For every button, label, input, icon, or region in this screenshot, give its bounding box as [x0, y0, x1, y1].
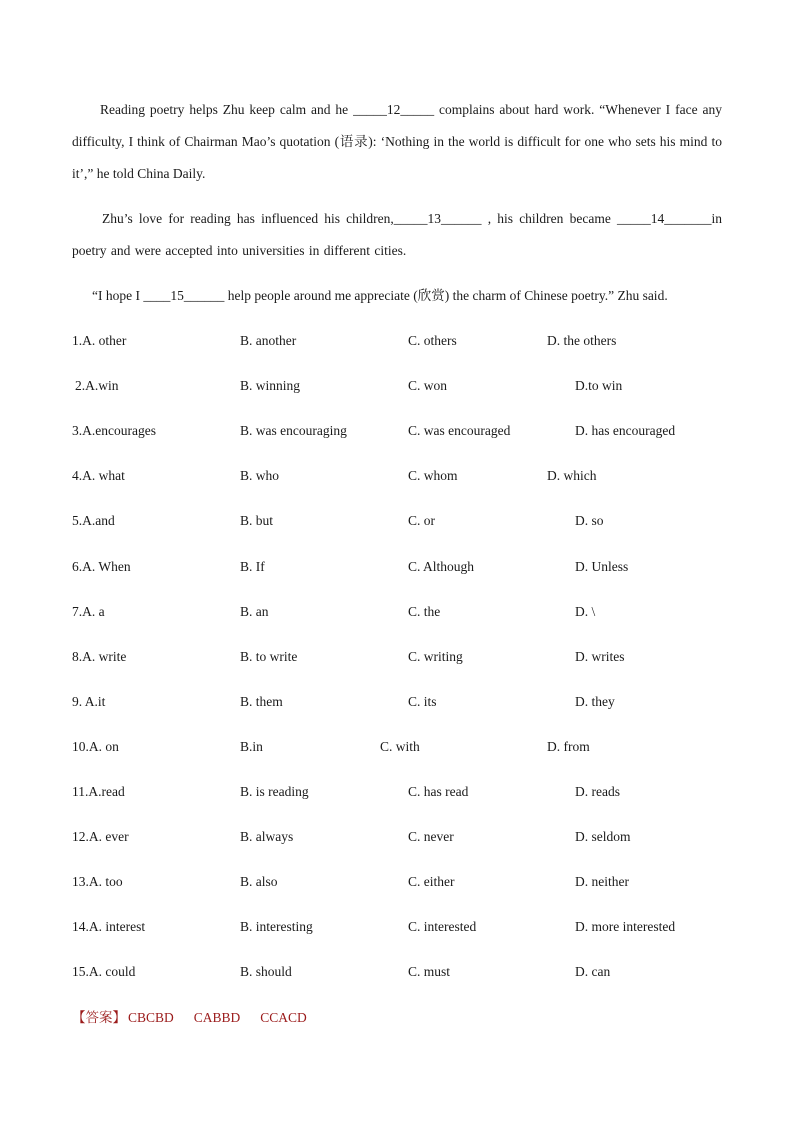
question-12-option-a: 12.A. ever [72, 829, 129, 844]
question-15-option-a: 15.A. could [72, 964, 136, 979]
question-3-option-c: C. was encouraged [408, 423, 511, 438]
question-15-option-b: B. should [240, 964, 292, 979]
question-4-option-d: D. which [547, 468, 597, 483]
question-8-option-a: 8.A. write [72, 649, 127, 664]
question-5-option-b: B. but [240, 513, 274, 528]
question-2-option-c: C. won [408, 378, 448, 393]
passage-paragraph-1: Reading poetry helps Zhu keep calm and he _____12_____ complains about hard work. “Whenever I face any difficulty, I think of Chairman Mao’s quotation (语录): ‘Nothing in the world is difficult for one who sets his mind to it’,” he told China Daily. [72, 102, 722, 181]
passage-paragraph-3: “I hope I ____15______ help people around me appreciate (欣赏) the charm of Chinese poetry.” Zhu said. [92, 288, 668, 303]
question-3-option-b: B. was encouraging [240, 423, 347, 438]
question-2-option-a: 2.A.win [75, 378, 119, 393]
question-9-option-d: D. they [575, 694, 615, 709]
question-10-option-b: B.in [240, 739, 263, 754]
answer-tag: 【答案】 [72, 1010, 126, 1025]
question-13-option-b: B. also [240, 874, 278, 889]
question-3-option-d: D. has encouraged [575, 423, 676, 438]
question-14-option-c: C. interested [408, 919, 477, 934]
question-5-option-d: D. so [575, 513, 604, 528]
question-15-option-d: D. can [575, 964, 611, 979]
question-9-option-c: C. its [408, 694, 437, 709]
passage-paragraph-2: Zhu’s love for reading has influenced his children,_____13______ , his children became _____14_______in poetry and were accepted into universities in different cities. [72, 211, 722, 258]
question-6-option-c: C. Although [408, 559, 475, 574]
question-15-option-c: C. must [408, 964, 451, 979]
question-11-option-a: 11.A.read [72, 784, 125, 799]
question-11-option-c: C. has read [408, 784, 469, 799]
question-7-option-d: D. \ [575, 604, 596, 619]
answer-key [72, 1008, 327, 1028]
question-7-option-c: C. the [408, 604, 441, 619]
question-6-option-a: 6.A. When [72, 559, 131, 574]
question-4-option-c: C. whom [408, 468, 458, 483]
question-2-option-b: B. winning [240, 378, 301, 393]
question-9-option-b: B. them [240, 694, 283, 709]
question-12-option-d: D. seldom [575, 829, 631, 844]
question-7-option-b: B. an [240, 604, 269, 619]
question-1-option-d: D. the others [547, 333, 617, 348]
question-10-option-a: 10.A. on [72, 739, 119, 754]
question-10-option-d: D. from [547, 739, 590, 754]
question-4-option-b: B. who [240, 468, 280, 483]
question-5-option-c: C. or [408, 513, 435, 528]
question-11-option-d: D. reads [575, 784, 620, 799]
question-13-option-c: C. either [408, 874, 455, 889]
question-3-option-a: 3.A.encourages [72, 423, 156, 438]
question-8-option-d: D. writes [575, 649, 625, 664]
question-12-option-b: B. always [240, 829, 294, 844]
answer-group-3: CCACD [260, 1010, 307, 1025]
question-12-option-c: C. never [408, 829, 454, 844]
question-1-option-a: 1.A. other [72, 333, 127, 348]
question-8-option-c: C. writing [408, 649, 463, 664]
question-13-option-d: D. neither [575, 874, 629, 889]
question-8-option-b: B. to write [240, 649, 298, 664]
question-14-option-a: 14.A. interest [72, 919, 146, 934]
question-10-option-c: C. with [380, 739, 420, 754]
question-6-option-d: D. Unless [575, 559, 629, 574]
question-1-option-c: C. others [408, 333, 457, 348]
question-2-option-d: D.to win [575, 378, 623, 393]
question-14-option-b: B. interesting [240, 919, 313, 934]
question-4-option-a: 4.A. what [72, 468, 125, 483]
question-5-option-a: 5.A.and [72, 513, 115, 528]
question-1-option-b: B. another [240, 333, 297, 348]
question-11-option-b: B. is reading [240, 784, 309, 799]
question-6-option-b: B. If [240, 559, 265, 574]
question-9-option-a: 9. A.it [72, 694, 106, 709]
answer-group-2: CABBD [193, 1010, 241, 1025]
question-13-option-a: 13.A. too [72, 874, 123, 889]
question-14-option-d: D. more interested [575, 919, 676, 934]
answer-group-1: CBCBD [128, 1010, 174, 1025]
question-7-option-a: 7.A. a [72, 604, 105, 619]
